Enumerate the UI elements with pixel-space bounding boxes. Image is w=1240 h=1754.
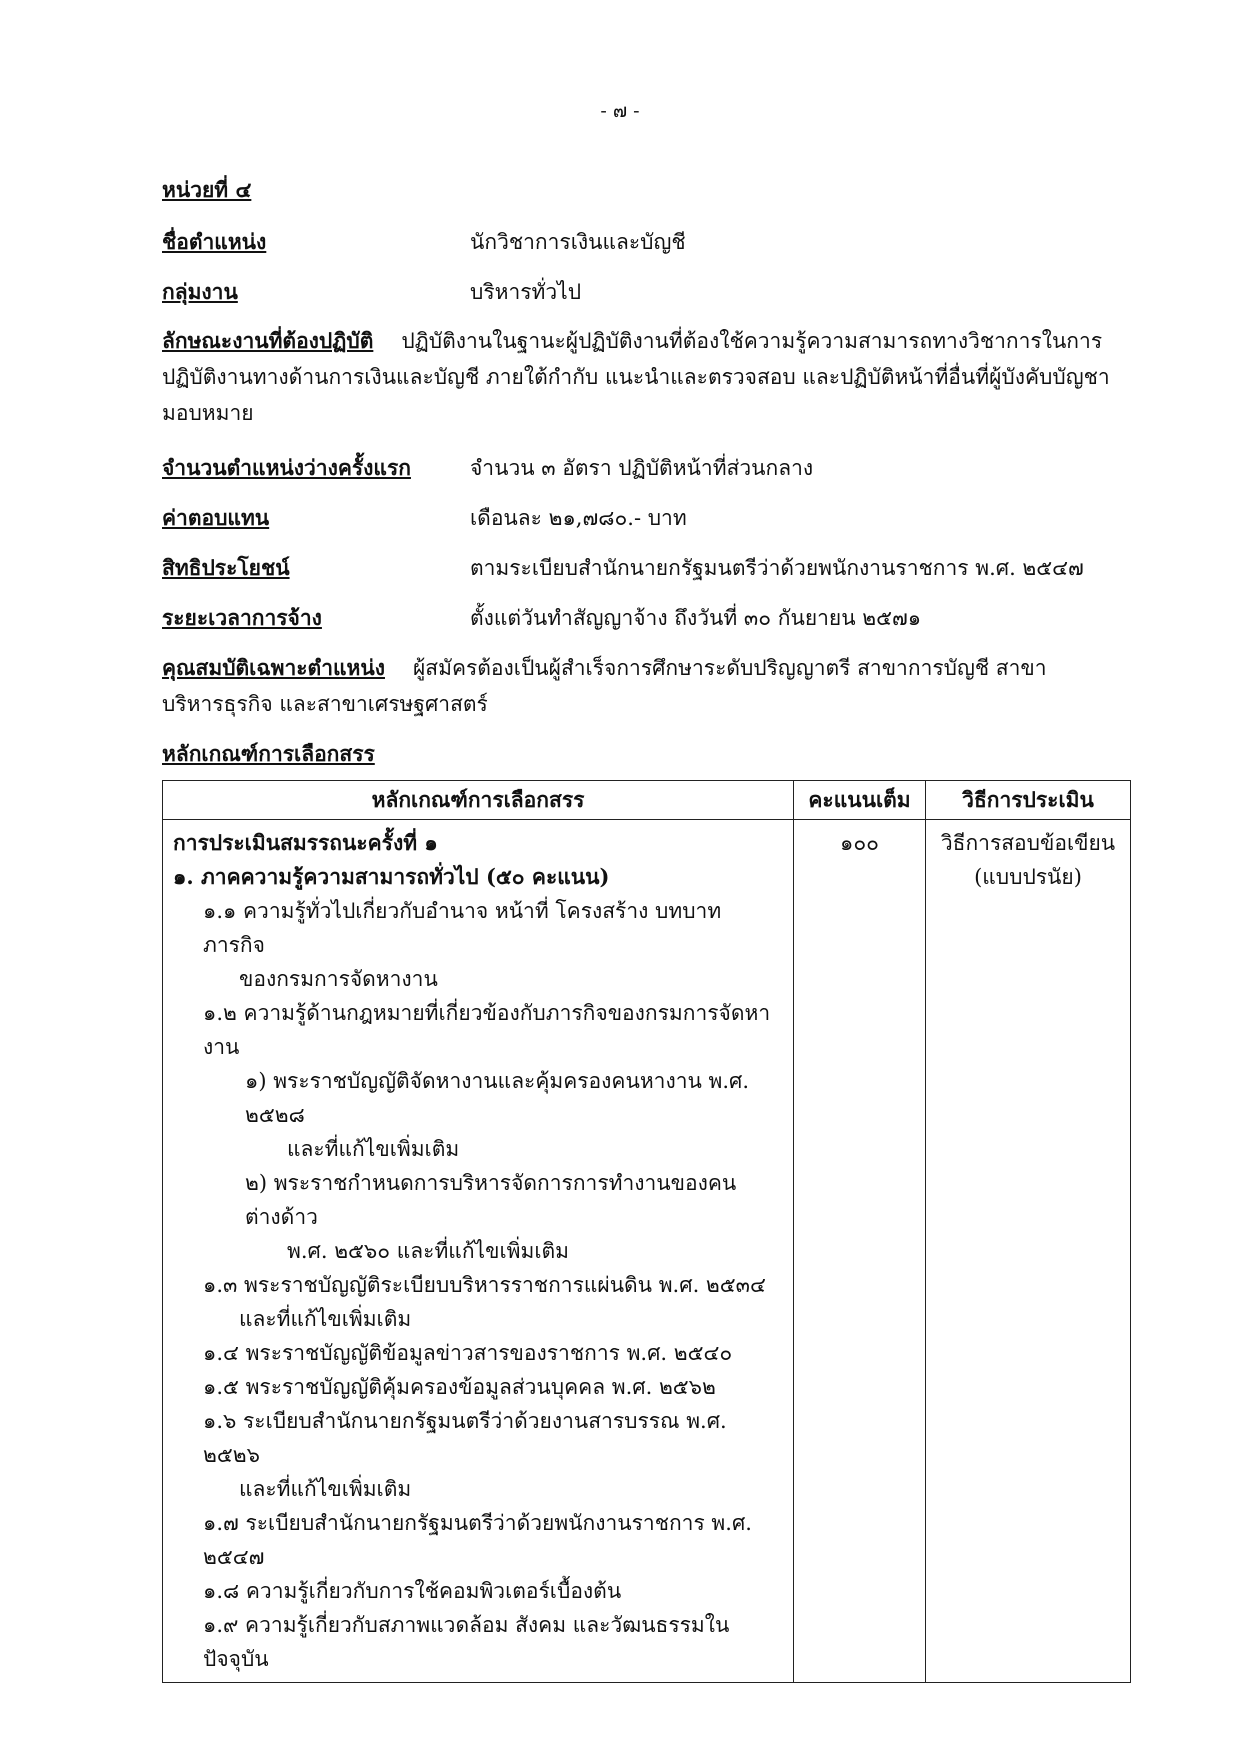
criteria-cell xyxy=(163,820,794,1683)
compensation-label: ค่าตอบแทน xyxy=(162,505,270,530)
unit-field xyxy=(162,172,1122,208)
method-cell xyxy=(926,820,1131,1683)
employment-period-value: ตั้งแต่วันทำสัญญาจ้าง ถึงวันที่ ๓๐ กันยายน ๒๕๗๑ xyxy=(470,606,922,630)
part1-title: ๑. ภาคความรู้ความสามารถทั่วไป (๕๐ คะแนน) xyxy=(173,864,610,889)
compensation-value: เดือนละ ๒๑,๗๘๐.- บาท xyxy=(470,506,687,530)
benefits-value: ตามระเบียบสำนักนายกรัฐมนตรีว่าด้วยพนักงานราชการ พ.ศ. ๒๕๔๗ xyxy=(470,556,1084,580)
list-item: และที่แก้ไขเพิ่มเติม xyxy=(287,1137,460,1161)
list-item: และที่แก้ไขเพิ่มเติม xyxy=(239,1307,412,1331)
method-line-1: วิธีการสอบข้อเขียน xyxy=(940,831,1116,855)
qualifications-label: คุณสมบัติเฉพาะตำแหน่ง xyxy=(162,655,385,680)
list-item: ของกรมการจัดหางาน xyxy=(239,967,438,991)
selection-heading-field xyxy=(162,736,1122,772)
list-item: ๒) พระราชกำหนดการบริหารจัดการการทำงานของคนต่างด้าว xyxy=(245,1171,737,1229)
list-item: พ.ศ. ๒๕๖๐ และที่แก้ไขเพิ่มเติม xyxy=(287,1239,569,1263)
qualifications-field xyxy=(162,650,1122,722)
selection-heading: หลักเกณฑ์การเลือกสรร xyxy=(162,741,375,766)
vacancies-field xyxy=(162,450,1122,486)
header-method: วิธีการประเมิน xyxy=(926,781,1131,820)
list-item: ๑.๘ ความรู้เกี่ยวกับการใช้คอมพิวเตอร์เบื้องต้น xyxy=(203,1579,622,1603)
job-nature-value: ปฏิบัติงานในฐานะผู้ปฏิบัติงานที่ต้องใช้ความรู้ความสามารถทางวิชาการในการปฏิบัติงานทางด้านการเงินและบัญชี ภายใต้กำกับ แนะนำและตรวจสอบ และปฏิบัติหน้าที่อื่นที่ผู้บังคับบัญชามอบหมาย xyxy=(162,329,1110,425)
section-title: การประเมินสมรรถนะครั้งที่ ๑ xyxy=(173,830,438,855)
full-score-cell xyxy=(794,820,926,1683)
list-item: ๑.๓ พระราชบัญญัติระเบียบบริหารราชการแผ่นดิน พ.ศ. ๒๕๓๔ xyxy=(203,1273,766,1297)
method-line-2: (แบบปรนัย) xyxy=(974,865,1082,889)
employment-period-field xyxy=(162,600,1122,636)
compensation-field xyxy=(162,500,1122,536)
list-item: ๑.๖ ระเบียบสำนักนายกรัฐมนตรีว่าด้วยงานสารบรรณ พ.ศ. ๒๕๒๖ xyxy=(203,1409,727,1467)
position-name-label: ชื่อตำแหน่ง xyxy=(162,229,267,254)
list-item: ๑.๑ ความรู้ทั่วไปเกี่ยวกับอำนาจ หน้าที่ โครงสร้าง บทบาท ภารกิจ xyxy=(203,899,722,957)
selection-criteria-table xyxy=(162,780,1131,1683)
header-criteria: หลักเกณฑ์การเลือกสรร xyxy=(163,781,794,820)
list-item: ๑.๔ พระราชบัญญัติข้อมูลข่าวสารของราชการ พ.ศ. ๒๕๔๐ xyxy=(203,1341,733,1365)
work-group-field xyxy=(162,274,1122,310)
work-group-value: บริหารทั่วไป xyxy=(470,280,582,304)
job-nature-field xyxy=(162,323,1122,431)
full-score-value: ๑๐๐ xyxy=(840,831,879,855)
list-item: ๑.๒ ความรู้ด้านกฎหมายที่เกี่ยวข้องกับภารกิจของกรมการจัดหางาน xyxy=(203,1001,771,1059)
header-full-score: คะแนนเต็ม xyxy=(794,781,926,820)
unit-label: หน่วยที่ ๔ xyxy=(162,177,252,202)
benefits-field xyxy=(162,550,1122,586)
table-header-row xyxy=(163,781,1131,820)
qualifications-value: ผู้สมัครต้องเป็นผู้สำเร็จการศึกษาระดับปริญญาตรี สาขาการบัญชี สาขาบริหารธุรกิจ และสาขาเศรษฐศาสตร์ xyxy=(162,656,1047,716)
list-item: และที่แก้ไขเพิ่มเติม xyxy=(239,1477,412,1501)
table-row xyxy=(163,820,1131,1683)
employment-period-label: ระยะเวลาการจ้าง xyxy=(162,605,322,630)
vacancies-value: จำนวน ๓ อัตรา ปฏิบัติหน้าที่ส่วนกลาง xyxy=(470,456,814,480)
vacancies-label: จำนวนตำแหน่งว่างครั้งแรก xyxy=(162,455,411,480)
work-group-label: กลุ่มงาน xyxy=(162,279,238,304)
list-item: ๑.๙ ความรู้เกี่ยวกับสภาพแวดล้อม สังคม และวัฒนธรรมในปัจจุบัน xyxy=(203,1613,730,1671)
list-item: ๑.๗ ระเบียบสำนักนายกรัฐมนตรีว่าด้วยพนักงานราชการ พ.ศ. ๒๕๔๗ xyxy=(203,1511,752,1569)
position-name-value: นักวิชาการเงินและบัญชี xyxy=(470,230,686,254)
list-item: ๑) พระราชบัญญัติจัดหางานและคุ้มครองคนหางาน พ.ศ. ๒๕๒๘ xyxy=(245,1069,750,1127)
page-number: - ๗ - xyxy=(600,100,640,122)
position-name-field xyxy=(162,224,1122,260)
job-nature-label: ลักษณะงานที่ต้องปฏิบัติ xyxy=(162,328,374,353)
benefits-label: สิทธิประโยชน์ xyxy=(162,555,290,580)
list-item: ๑.๕ พระราชบัญญัติคุ้มครองข้อมูลส่วนบุคคล พ.ศ. ๒๕๖๒ xyxy=(203,1375,716,1399)
